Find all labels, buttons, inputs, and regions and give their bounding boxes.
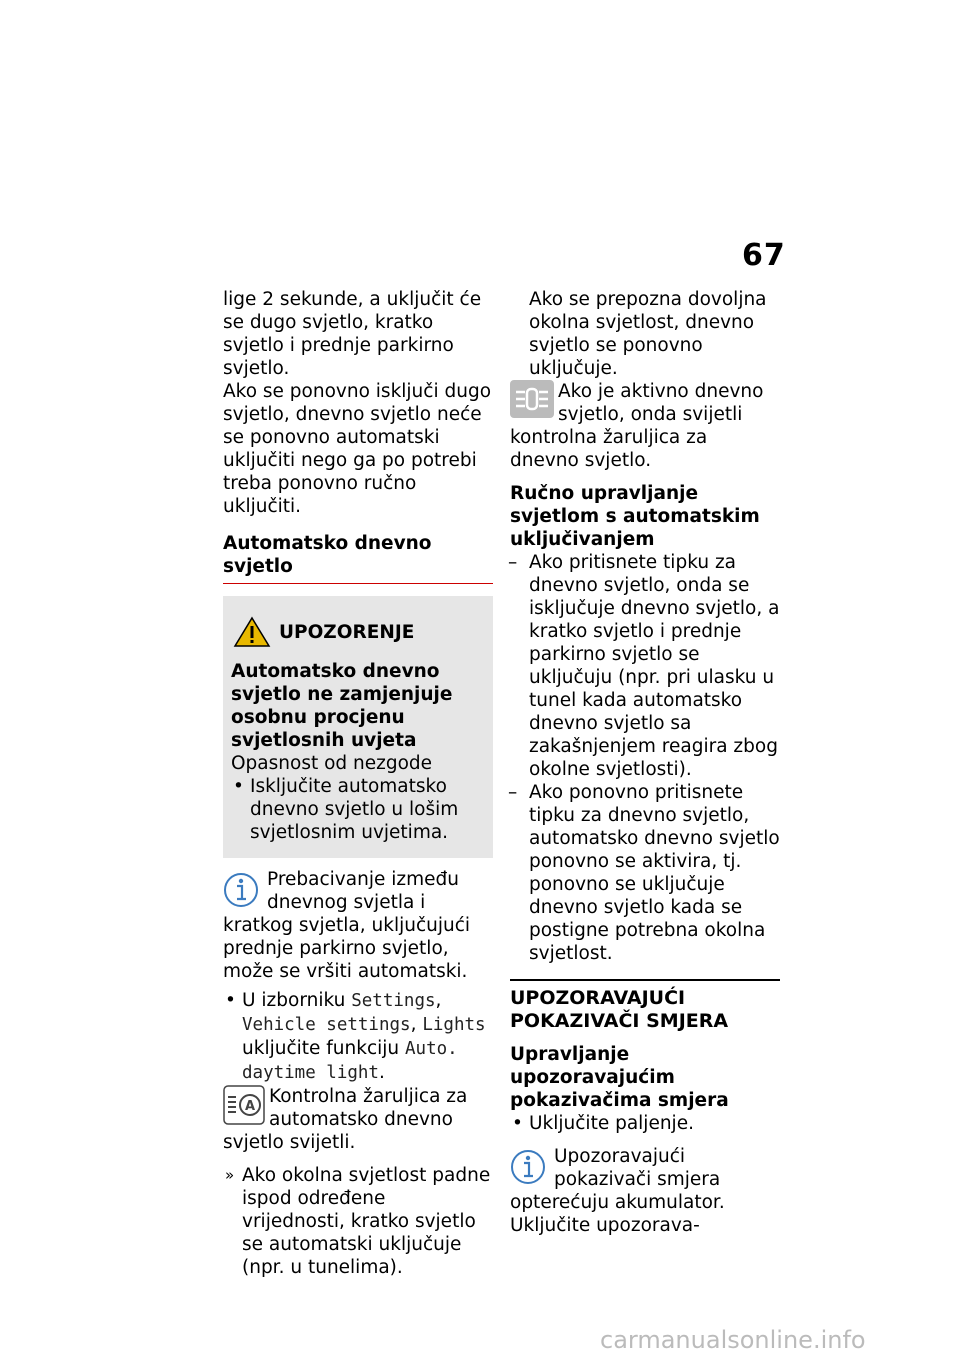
- result-text: Ako okolna svjetlost padne ispod određene vrijednosti, kratko svjetlo se automatski uključuje (npr. u tunelima).: [242, 1165, 491, 1278]
- svg-text:A: A: [244, 1099, 256, 1114]
- info-icon: [510, 1145, 550, 1189]
- right-column: Ako se prepozna dovoljna okolna svjetlost, dnevno svjetlo se ponovno uključuje. Ako je aktivno dnevno svjetlo, onda svijetli kontrolna žaruljica za dnevno svjetlo. Ručno upravljanje svjetlom s automatskim uključivanjem – Ako pritisnete tipku za dnevno svjetlo, onda se isključuje dnevno svjetlo, a kratko svjetlo i prednje parkirno svjetlo se uključuju (npr. pri ulasku u tunel kada automatsko dnevno svjetlo sa zakašnjenjem reagira zbog okolne svjetlosti). – Ako ponovno pritisnete tipku za dnevno svjetlo, automatsko dnevno svjetlo ponovno se aktivira, tj. ponovno se uključuje dnevno svjetlo kada se postigne potrebna okolna svjetlost. UPOZORAVAJUĆI POKAZIVAČI SMJERA Upravljanje upozoravajućim pokazivačima smjera • Uključite paljenje. Upozoravajući pokazivači smjera opterećuju akumulator. Uključite upozorava-: [508, 289, 780, 1236]
- dash-item: Ako pritisnete tipku za dnevno svjetlo, onda se isključuje dnevno svjetlo, a kratko svjetlo i prednje parkirno svjetlo se uključuju (npr. pri ulasku u tunel kada automatsko dnevno svjetlo sa zakašnjenjem reagira zbog okolne svjetlosti).: [529, 552, 780, 780]
- menu-function-auto-daytime-light: Auto. daytime light: [242, 1039, 458, 1083]
- warning-bold-text: Automatsko dnevno svjetlo ne zamjenjuje osobnu procjenu svjetlosnih uvjeta: [231, 661, 453, 751]
- menu-path-lights: Lights: [422, 1015, 486, 1035]
- section-rule: [510, 979, 780, 981]
- warning-title: UPOZORENJE: [279, 621, 415, 643]
- warning-triangle-icon: [233, 616, 271, 648]
- lamp-text: Ako je aktivno dnevno svjetlo, onda svijetli kontrolna žaruljica za dnevno svjetlo.: [510, 381, 764, 471]
- info-text: Prebacivanje između dnevnog svjetla i kratkog svjetla, uključujući prednje parkirno svjetlo, može se vršiti automatski.: [223, 869, 471, 982]
- warning-bullet: Isključite automatsko dnevno svjetlo u lošim svjetlosnim uvjetima.: [250, 776, 459, 843]
- paragraph: Ako se ponovno isključi dugo svjetlo, dnevno svjetlo neće se ponovno automatski uključiti nego ga po potrebi treba ponovno ručno uključiti.: [223, 381, 492, 517]
- subsection-heading: Upravljanje upozoravajućim pokazivačima smjera: [510, 1044, 729, 1111]
- dash-item: Ako ponovno pritisnete tipku za dnevno svjetlo, automatsko dnevno svjetlo ponovno se aktivira, tj. ponovno se uključuje dnevno svjetlo kada se postigne potrebna okolna svjetlost.: [529, 782, 780, 964]
- daytime-light-indicator-icon: [510, 380, 554, 418]
- warning-subtext: Opasnost od nezgode: [231, 753, 433, 774]
- subsection-heading: Ručno upravljanje svjetlom s automatskim uključivanjem: [510, 483, 760, 550]
- auto-daytime-light-indicator-icon: [223, 1085, 265, 1125]
- footer-watermark: carmanualsonline.info: [600, 1326, 866, 1354]
- section-title: UPOZORAVAJUĆI POKAZIVAČI SMJERA: [510, 987, 729, 1032]
- lamp-text: Kontrolna žaruljica za automatsko dnevno svjetlo svijetli.: [223, 1086, 468, 1153]
- section-heading: Automatsko dnevno svjetlo: [223, 533, 432, 577]
- page-number: 67: [742, 238, 786, 273]
- paragraph: Ako se prepozna dovoljna okolna svjetlost, dnevno svjetlo se ponovno uključuje.: [529, 289, 767, 379]
- paragraph: lige 2 sekunde, a uključit će se dugo svjetlo, kratko svjetlo i prednje parkirno svjetlo.: [223, 289, 482, 379]
- bullet-item: Uključite paljenje.: [529, 1113, 694, 1134]
- menu-path-settings: Settings: [351, 991, 436, 1011]
- info-text: Upozoravajući pokazivači smjera opterećuju akumulator. Uključite upozorava-: [510, 1146, 725, 1236]
- info-icon: [223, 868, 263, 912]
- heading-rule: [223, 583, 493, 584]
- menu-path-vehicle-settings: Vehicle settings: [242, 1015, 411, 1035]
- left-column: lige 2 sekunde, a uključit će se dugo svjetlo, kratko svjetlo i prednje parkirno svjetlo. Ako se ponovno isključi dugo svjetlo, dnevno svjetlo neće se ponovno automatski uključiti nego ga po potrebi treba ponovno ručno uključiti. Automatsko dnevno svjetlo UPOZORENJE Automatsko dnevno svjetlo ne zamjenjuje osobnu procjenu svjetlosnih uvjeta Opasnost od nezgode • Isključite automatsko dnevno svjetlo u lošim svjetlosnim uvjetima. Prebacivanje između dnevnog svjetla i kratkog svjetla, uključujući prednje parkirno svjetlo, može se vršiti automatski. • U izborniku Settings, Vehicle settings, Lights uključite funkciju Auto. daytime light. A Kontrolna žaruljica za automatsko dnevno svjetlo svijetli. » Ako okolna svjetlost padne ispod određene vrijednosti, kratko svjetlo se automatski uključuje (npr. u tunelima).: [223, 289, 492, 1278]
- warning-box: UPOZORENJE Automatsko dnevno svjetlo ne zamjenjuje osobnu procjenu svjetlosnih uvjeta Opasnost od nezgode • Isključite automatsko dnevno svjetlo u lošim svjetlosnim uvjetima.: [223, 596, 493, 858]
- menu-instruction: • U izborniku Settings, Vehicle settings, Lights uključite funkciju Auto. daytime light.: [225, 990, 486, 1083]
